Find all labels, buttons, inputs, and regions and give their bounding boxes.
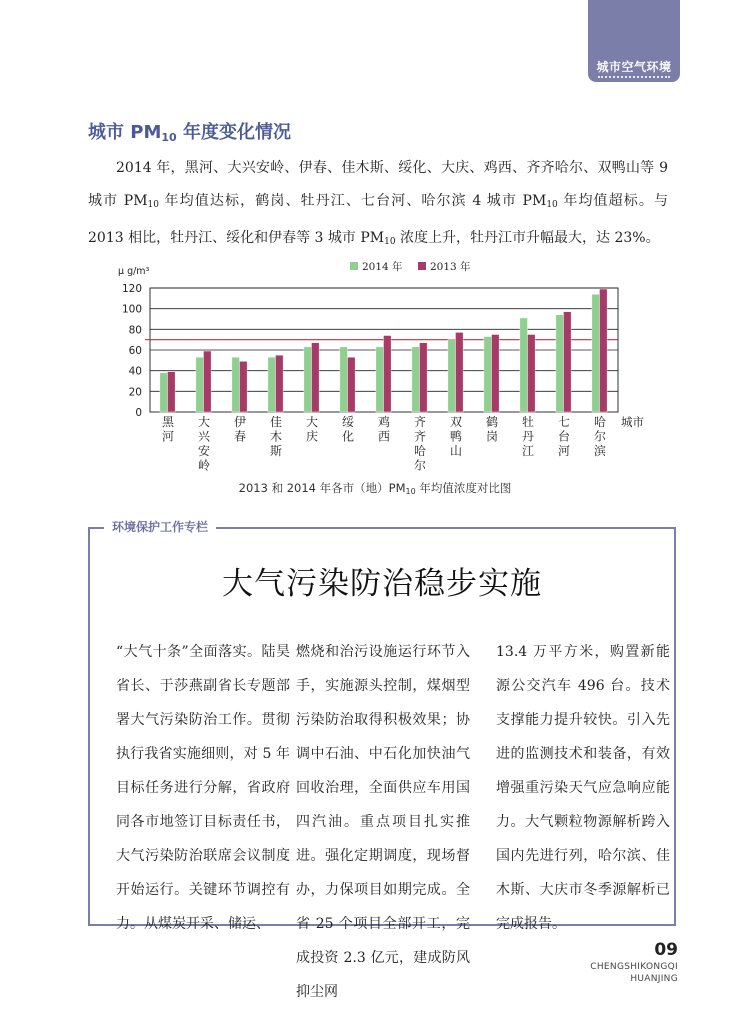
y-axis-label: μ g/m³ — [118, 266, 150, 277]
section-heading: 城市 $PM_{10}$ 年度变化情况 — [88, 122, 291, 144]
x-tick-label: 岭 — [197, 458, 211, 473]
x-tick-label: 鸭 — [449, 429, 463, 444]
x-tick-label: 伊 — [233, 415, 247, 429]
x-tick-label: 丹 — [521, 429, 535, 444]
column-text-1: “大气十条”全面落实。陆昊省长、于莎燕副省长专题部署大气污染防治工作。贯彻执行我省实施细则，对 5 年目标任务进行分解，省政府同各市地签订目标责任书，大气污染防治联席会议制度开始运行。关键环节调控有力。从煤炭开采、储运、 — [116, 644, 290, 932]
bar — [384, 336, 392, 412]
x-tick-label: 山 — [449, 444, 463, 458]
x-tick-label: 齐 — [413, 429, 427, 444]
x-tick-label: 双 — [449, 415, 463, 429]
bar — [160, 373, 168, 412]
x-tick-label: 鸡 — [377, 415, 391, 429]
y-tick-label: 20 — [128, 386, 142, 399]
bar — [276, 355, 284, 412]
x-tick-label: 齐 — [413, 415, 427, 429]
bar — [556, 315, 564, 412]
x-tick-label: 庆 — [305, 429, 319, 444]
y-tick-label: 40 — [128, 365, 142, 378]
x-tick-label: 绥 — [341, 415, 355, 429]
chart-caption: 2013 和 2014 年各市（地）$PM_{10}$ 年均值浓度对比图 — [238, 481, 512, 496]
bar — [448, 340, 456, 412]
y-tick-label: 120 — [121, 283, 142, 295]
legend-swatch — [350, 262, 358, 270]
footer-line-2: HUANJING — [630, 974, 678, 984]
y-tick-label: 80 — [128, 324, 142, 337]
bar — [196, 357, 204, 412]
x-tick-label: 哈 — [593, 415, 607, 429]
x-tick-label: 尔 — [413, 458, 427, 473]
x-tick-label: 台 — [557, 429, 571, 444]
bar — [528, 335, 536, 413]
y-tick-label: 0 — [135, 407, 142, 419]
page-number: 09 — [654, 940, 678, 960]
bar — [456, 332, 464, 412]
x-tick-label: 哈 — [413, 444, 427, 458]
bar — [600, 289, 608, 412]
x-tick-label: 尔 — [593, 429, 607, 444]
bar — [232, 357, 240, 412]
bar — [204, 351, 212, 412]
intro-paragraph: 2014 年，黑河、大兴安岭、伊春、佳木斯、绥化、大庆、鸡西、齐齐哈尔、双鸭山等 9 城市 $PM_{10}$ 年均值达标，鹤岗、牡丹江、七台河、哈尔滨 4 城市 $PM_{10}$ 年均值超标。与 2013 相比，牡丹江、绥化和伊春等 3 城市 $PM_{10}$ 浓度上升，牡丹江市升幅最大，达 23%。 — [88, 160, 668, 247]
bar — [268, 357, 276, 412]
section-tab-label: 城市空气环境 — [596, 60, 672, 74]
y-tick-label: 60 — [128, 345, 142, 357]
bar — [420, 343, 428, 412]
x-tick-label: 河 — [161, 429, 175, 444]
bar — [376, 347, 384, 412]
x-tick-label: 兴 — [197, 429, 211, 444]
x-tick-label: 斯 — [269, 444, 283, 458]
x-axis-label: 城市 — [621, 415, 644, 429]
bar — [168, 372, 176, 412]
section-tab — [588, 0, 680, 82]
bar — [520, 318, 528, 412]
bar — [412, 347, 420, 412]
x-tick-label: 牡 — [521, 415, 535, 429]
pm10-bar-chart — [100, 252, 660, 474]
legend-label: 2013 年 — [430, 261, 471, 273]
legend-label: 2014 年 — [362, 261, 403, 273]
x-tick-label: 黑 — [161, 415, 175, 429]
column-label: 环境保护工作专栏 — [104, 518, 216, 535]
x-tick-label: 春 — [233, 429, 247, 444]
x-tick-label: 安 — [197, 444, 211, 458]
bar — [492, 335, 500, 413]
bar — [592, 294, 600, 412]
footer-line-1: CHENGSHIKONGQI — [590, 962, 678, 972]
bar — [564, 312, 572, 412]
legend-swatch — [418, 262, 426, 270]
y-tick-label: 100 — [121, 303, 142, 316]
x-tick-label: 鹤 — [485, 415, 499, 429]
bar — [348, 357, 356, 412]
bar — [340, 347, 348, 412]
column-text-2: 燃烧和治污设施运行环节入手，实施源头控制，煤烟型污染防治取得积极效果；协调中石油、中石化加快油气回收治理，全面供应车用国四汽油。重点项目扎实推进。强化定期调度，现场督办，力保项目如期完成。全省 25 个项目全部开工，完成投资 2.3 亿元，建成防风抑尘网 — [296, 644, 470, 1000]
x-tick-label: 木 — [269, 429, 283, 444]
x-tick-label: 西 — [377, 429, 391, 444]
x-tick-label: 佳 — [269, 415, 283, 429]
x-tick-label: 大 — [197, 415, 211, 429]
bar — [484, 337, 492, 412]
bar — [304, 347, 312, 412]
x-tick-label: 岗 — [485, 429, 499, 444]
x-tick-label: 河 — [557, 444, 571, 458]
x-tick-label: 化 — [341, 429, 355, 444]
bar — [240, 361, 248, 412]
column-text-3: 13.4 万平方米，购置新能源公交汽车 496 台。技术支撑能力提升较快。引入先进的监测技术和装备，有效增强重污染天气应急响应能力。大气颗粒物源解析跨入国内先进行列，哈尔滨、佳木斯、大庆市冬季源解析已完成报告。 — [496, 644, 670, 932]
column-title: 大气污染防治稳步实施 — [222, 566, 542, 602]
x-tick-label: 滨 — [593, 444, 607, 458]
x-tick-label: 七 — [557, 415, 571, 429]
tab-divider — [598, 76, 670, 78]
bar — [312, 343, 320, 412]
x-tick-label: 大 — [305, 415, 319, 429]
x-tick-label: 江 — [521, 444, 535, 458]
